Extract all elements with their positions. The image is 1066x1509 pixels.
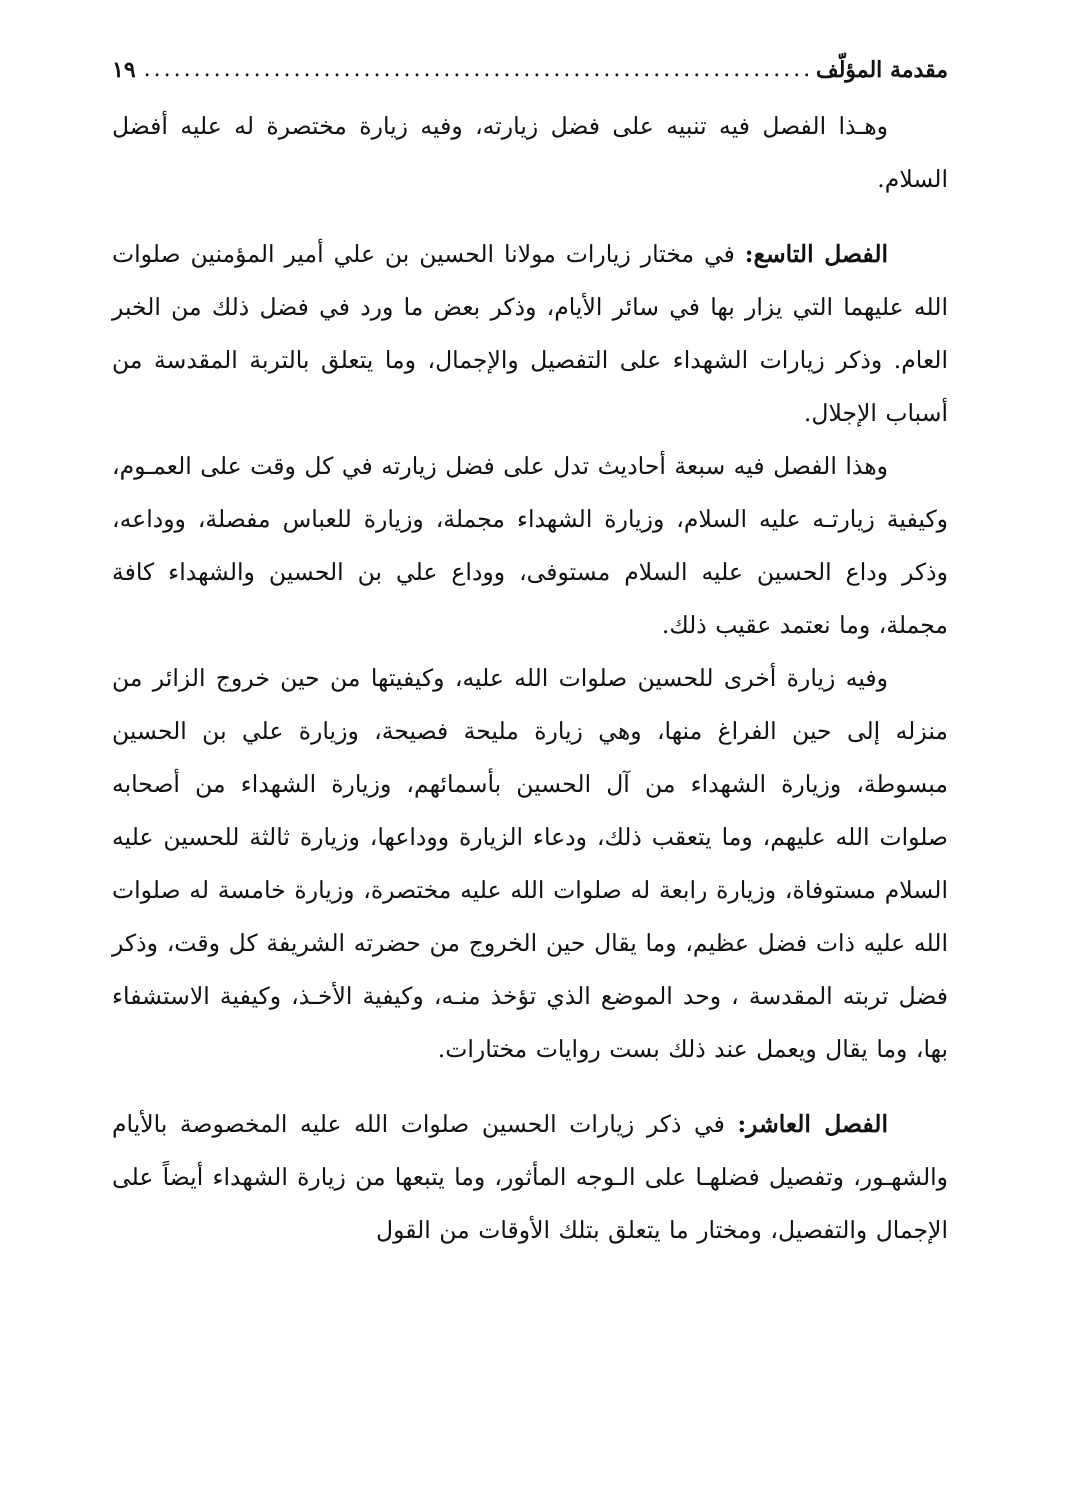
paragraph-text: وفيه زيارة أخرى للحسين صلوات الله عليه، وكيفيتها من حين خروج الزائر من منزله إلى حين الفراغ منها، وهي زيارة مليحة فصيحة، وزيارة علي بن الحسين مبسوطة، وزيارة الشهداء من آل الحسين بأسمائهم، وزيارة الشهداء من أصحابه صلوات الله عليهم، وما يتعقب ذلك، ودعاء الزيارة ووداعها، وزيارة ثالثة للحسين عليه السلام مستوفاة، وزيارة رابعة له صلوات الله عليه مختصرة، وزيارة خامسة له صلوات الله عليه ذات فضل عظيم، وما يقال حين الخروج من حضرته الشريفة كل وقت، وذكر فضل تربته المقدسة ، وحد الموضع الذي تؤخذ منـه، وكيفية الأخـذ، وكيفية الاستشفاء بها، وما يقال ويعمل عند ذلك بست روايات مختارات.	[112, 664, 948, 1063]
paragraph-text: في مختار زيارات مولانا الحسين بن علي أمير المؤمنين صلوات الله عليهما التي يزار بها في سائر الأيام، وذكر بعض ما ورد في فضل ذلك من الخبر العام. وذكر زيارات الشهداء على التفصيل والإجمال، وما يتعلق بالتربة المقدسة من أسباب الإجلال.	[112, 240, 948, 427]
page-number: ١٩	[112, 57, 136, 83]
book-page	[112, 46, 948, 1486]
paragraph-text: في ذكر زيارات الحسين صلوات الله عليه المخصوصة بالأيام والشهـور، وتفصيل فضلهـا على الـوجه المأثور، وما يتبعها من زيارة الشهداء أيضاً على الإجمال والتفصيل، ومختار ما يتعلق بتلك الأوقات من القول	[112, 1110, 948, 1244]
paragraph-text: وهـذا الفصل فيه تنبيه على فضل زيارته، وفيه زيارة مختصرة له عليه أفضل السلام.	[112, 112, 948, 193]
section-heading-tenth: الفصل العاشر:	[737, 1110, 888, 1138]
paragraph-4	[112, 652, 948, 1076]
section-heading-ninth: الفصل التاسع:	[744, 240, 889, 268]
body-text	[112, 100, 948, 1257]
paragraph-text: وهذا الفصل فيه سبعة أحاديث تدل على فضل زيارته في كل وقت على العمـوم، وكيفية زيارتـه عليه السلام، وزيارة الشهداء مجملة، وزيارة للعباس مفصلة، ووداعه، وذكر وداع الحسين عليه السلام مستوفى، ووداع علي بن الحسين والشهداء كافة مجملة، وما نعتمد عقيب ذلك.	[112, 452, 948, 639]
paragraph-5	[112, 1098, 948, 1257]
header-title: مقدمة المؤلّف	[815, 57, 948, 83]
header-dot-leader	[144, 54, 808, 86]
paragraph-3	[112, 440, 948, 652]
paragraph-1	[112, 100, 948, 206]
running-header	[112, 46, 948, 86]
paragraph-2	[112, 228, 948, 440]
